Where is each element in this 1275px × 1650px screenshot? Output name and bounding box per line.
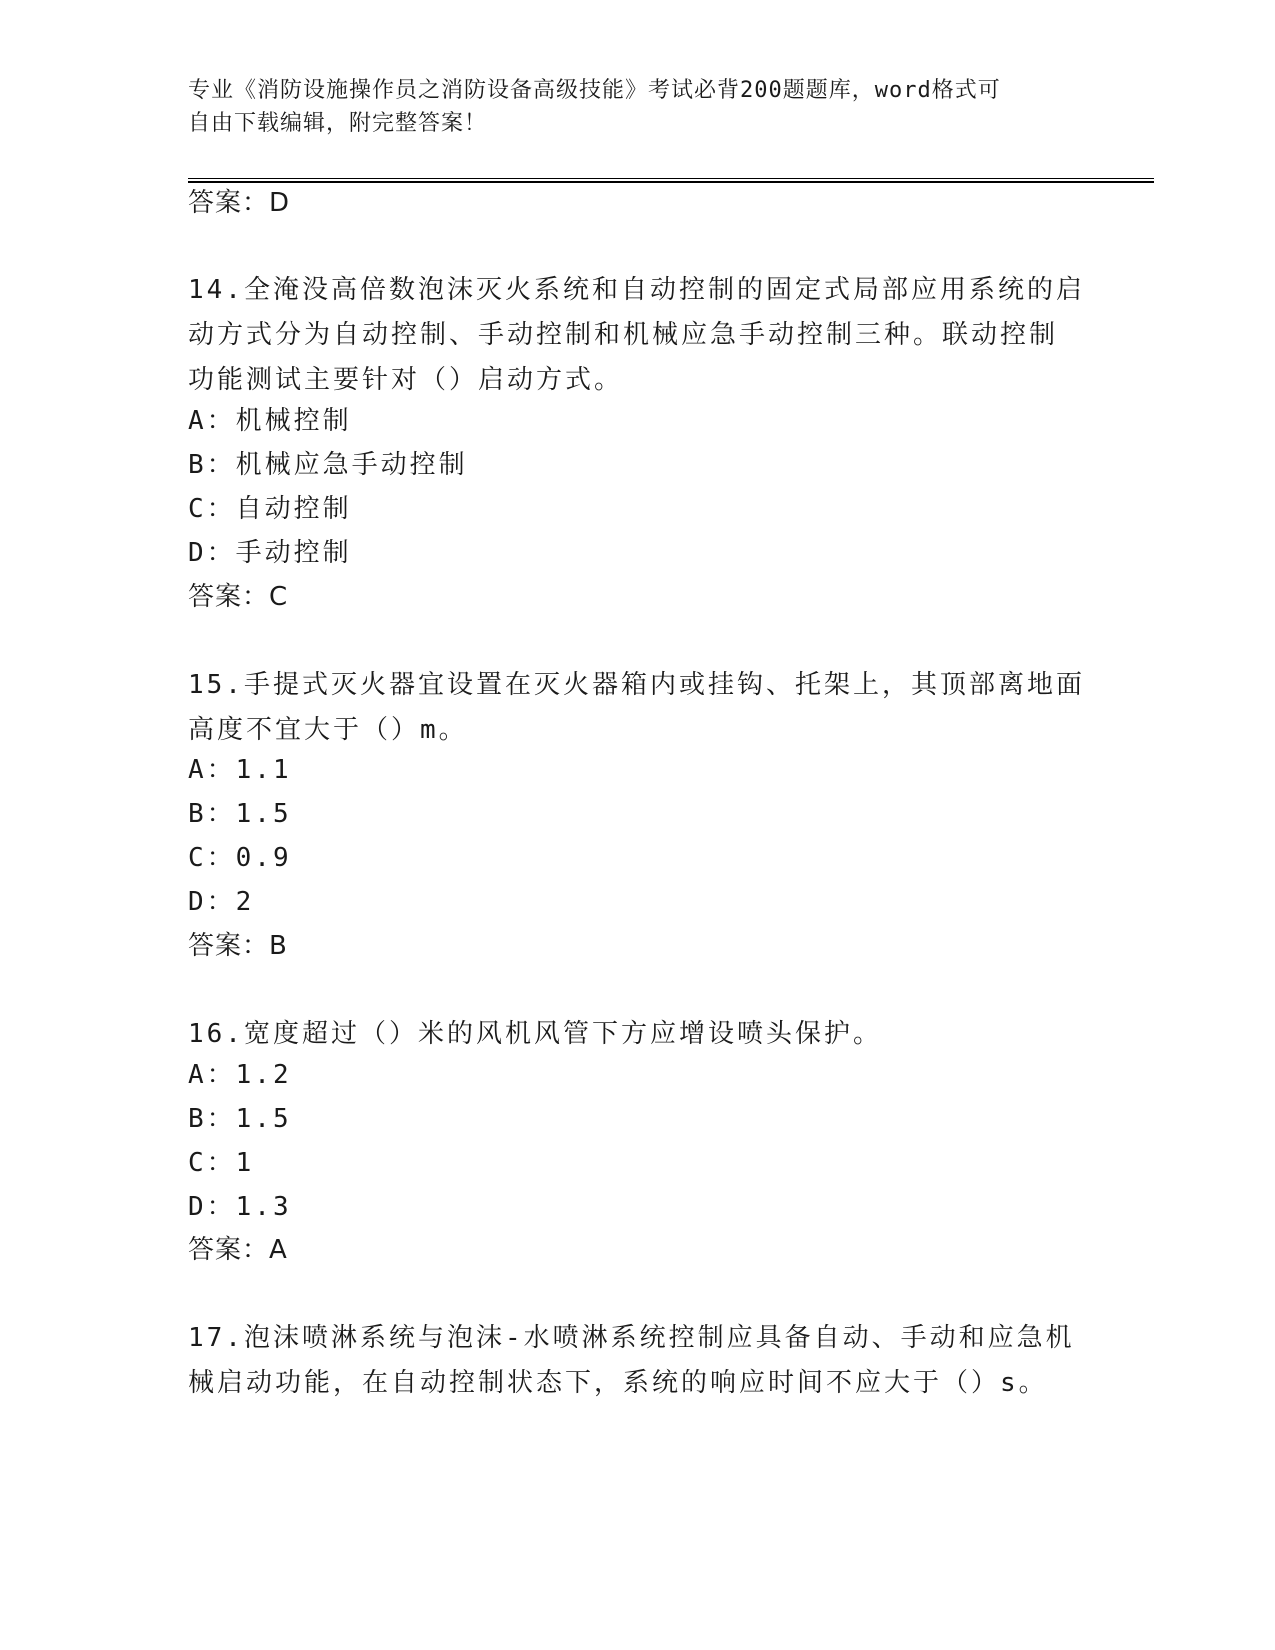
answer-13: 答案：D [188,188,291,218]
question-14-option-a: A：机械控制 [188,406,352,436]
header-line-2: 自由下载编辑，附完整答案！ [188,111,488,136]
question-14-line-1: 14.全淹没高倍数泡沫灭火系统和自动控制的固定式局部应用系统的启 [188,275,1085,305]
question-14-option-c: C：自动控制 [188,494,352,524]
question-17-line-1: 17.泡沫喷淋系统与泡沫-水喷淋系统控制应具备自动、手动和应急机 [188,1323,1075,1353]
question-16-option-d: D：1.3 [188,1192,292,1222]
question-16-option-b: B：1.5 [188,1104,292,1134]
question-15-option-b: B：1.5 [188,799,292,829]
question-15-option-d: D：2 [188,887,255,917]
answer-15: 答案：B [188,931,288,961]
question-15-option-a: A：1.1 [188,755,292,785]
answer-14: 答案：C [188,582,289,612]
answer-16: 答案：A [188,1235,288,1265]
question-14-option-d: D：手动控制 [188,538,352,568]
question-14-option-b: B：机械应急手动控制 [188,450,468,480]
question-14-line-3: 功能测试主要针对（）启动方式。 [188,365,624,395]
question-16-line-1: 16.宽度超过（）米的风机风管下方应增设喷头保护。 [188,1019,882,1049]
header-divider-thin [188,178,1154,179]
question-16-option-c: C：1 [188,1148,255,1178]
header-line-1: 专业《消防设施操作员之消防设备高级技能》考试必背200题题库，word格式可 [188,78,1001,103]
header-divider-thick [188,181,1154,183]
question-15-option-c: C：0.9 [188,843,292,873]
question-14 [188,268,1088,403]
question-17-line-2: 械启动功能，在自动控制状态下，系统的响应时间不应大于（）s。 [188,1368,1048,1398]
question-15-line-2: 高度不宜大于（）m。 [188,715,468,745]
question-15-line-1: 15.手提式灭火器宜设置在灭火器箱内或挂钩、托架上，其顶部离地面 [188,670,1085,700]
question-16-option-a: A：1.2 [188,1060,292,1090]
question-16 [188,1012,1088,1057]
question-17 [188,1316,1088,1406]
question-15 [188,663,1088,753]
document-header [188,74,1088,140]
question-14-line-2: 动方式分为自动控制、手动控制和机械应急手动控制三种。联动控制 [188,320,1059,350]
